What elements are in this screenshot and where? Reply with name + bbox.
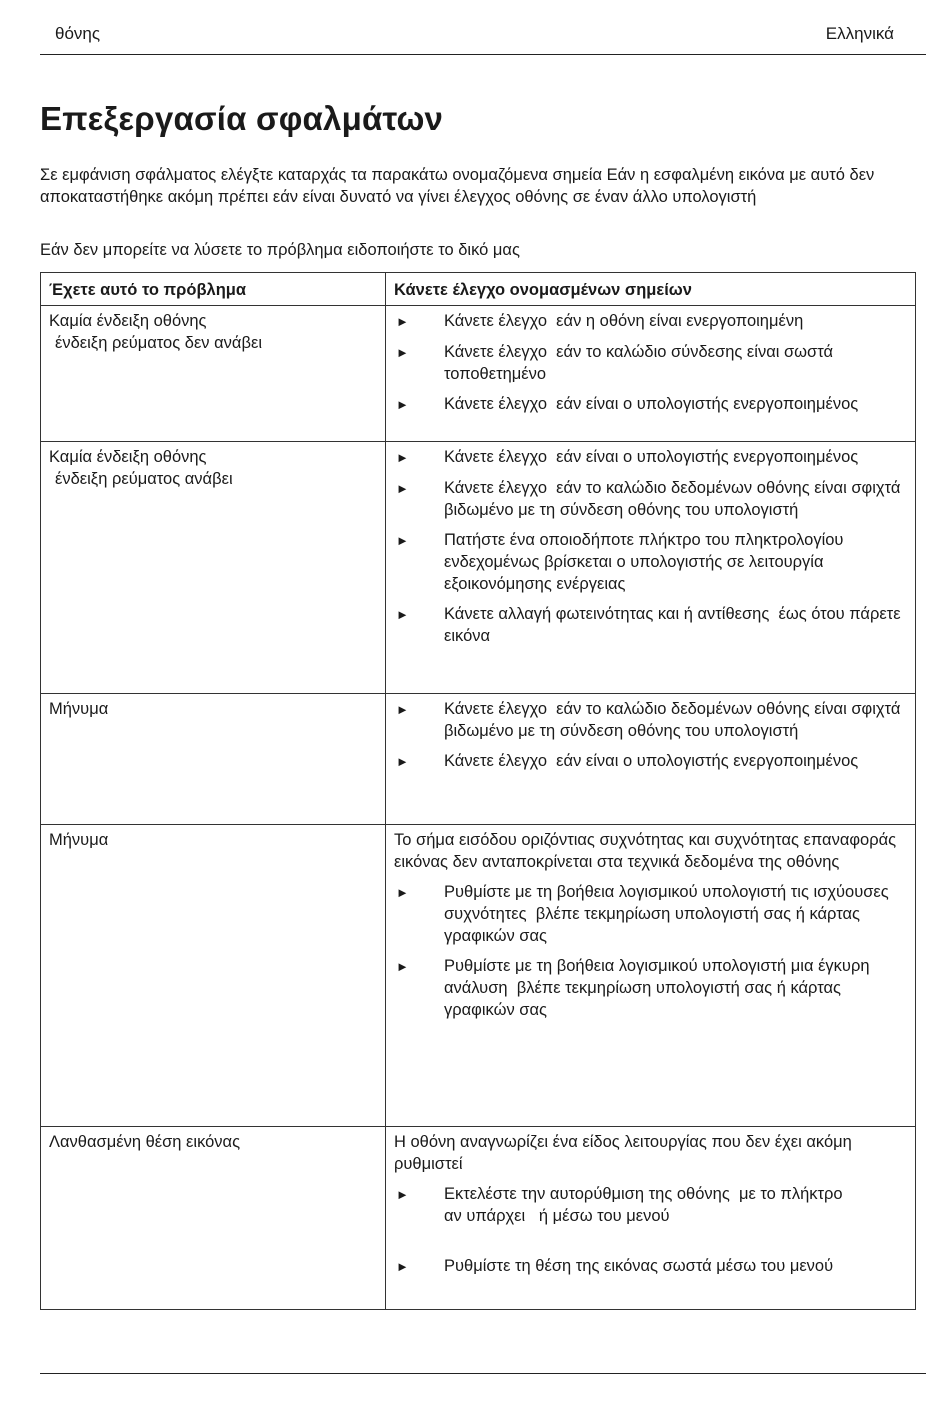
- arrow-bullet-icon: ►: [396, 481, 409, 496]
- check-item: [394, 698, 907, 742]
- arrow-bullet-icon: ►: [396, 702, 409, 717]
- problem-text: ένδειξη ρεύματος ανάβει: [55, 470, 233, 488]
- arrow-bullet-icon: ►: [396, 1259, 409, 1274]
- problem-cell: [41, 1127, 386, 1310]
- checks-cell: [386, 1127, 916, 1310]
- problem-text: Καμία ένδειξη οθόνης: [49, 448, 207, 466]
- column-header-checks: Κάνετε έλεγχο ονομασμένων σημείων: [386, 273, 916, 306]
- problem-text: Λανθασμένη θέση εικόνας: [49, 1133, 241, 1151]
- arrow-bullet-icon: ►: [396, 885, 409, 900]
- checks-cell: [386, 442, 916, 694]
- check-text: Ρυθμίστε με τη βοήθεια λογισμικού υπολογιστή τις ισχύουσες συχνότητες βλέπε τεκμηρίωση υπολογιστή σας ή κάρτας γραφικών σας: [444, 883, 894, 945]
- check-text: Πατήστε ένα οποιοδήποτε πλήκτρο του πληκτρολογίου ενδεχομένως βρίσκεται ο υπολογιστής σε λειτουργία εξοικονόμησης ενέργειας: [444, 531, 858, 593]
- page-footer-rule: [40, 1373, 926, 1374]
- problem-text: ένδειξη ρεύματος δεν ανάβει: [55, 334, 262, 352]
- header-language-label: Ελληνικά: [825, 24, 894, 43]
- arrow-bullet-icon: ►: [396, 450, 409, 465]
- arrow-bullet-icon: ►: [396, 1187, 409, 1202]
- table-row: [41, 1127, 916, 1310]
- check-item: [394, 477, 907, 521]
- intro-paragraph: Σε εμφάνιση σφάλματος ελέγξτε καταρχάς τα παρακάτω ονομαζόμενα σημεία Εάν η εσφαλμένη εικόνα με αυτό δεν αποκαταστήθηκε ακόμη πρέπει εάν είναι δυνατό να γίνει έλεγχος οθόνης σε έναν άλλο υπολογιστή: [40, 166, 875, 206]
- check-text: Κάνετε έλεγχο εάν είναι ο υπολογιστής ενεργοποιημένος: [444, 395, 859, 413]
- check-item: [394, 955, 907, 1021]
- check-item: [394, 446, 907, 469]
- check-item: [394, 529, 907, 595]
- problem-cell: [41, 442, 386, 694]
- check-text: Κάνετε έλεγχο εάν το καλώδιο σύνδεσης είναι σωστά τοποθετημένο: [444, 343, 838, 383]
- check-text: Ρυθμίστε τη θέση της εικόνας σωστά μέσω του μενού: [444, 1257, 834, 1275]
- problem-cell: [41, 825, 386, 1127]
- check-text: Κάνετε έλεγχο εάν το καλώδιο δεδομένων οθόνης είναι σφιχτά βιδωμένο με τη σύνδεση οθόνης του υπολογιστή: [444, 479, 905, 519]
- table-row: [41, 825, 916, 1127]
- check-item: [394, 310, 907, 333]
- check-text: Ρυθμίστε με τη βοήθεια λογισμικού υπολογιστή μια έγκυρη ανάλυση βλέπε τεκμηρίωση υπολογιστή σας ή κάρτας γραφικών σας: [444, 957, 875, 1019]
- checks-cell: [386, 694, 916, 825]
- problem-description: Το σήμα εισόδου οριζόντιας συχνότητας και συχνότητας επαναφοράς εικόνας δεν ανταποκρίνεται στα τεχνικά δεδομένα της οθόνης: [394, 831, 897, 871]
- check-item: [394, 1255, 907, 1278]
- arrow-bullet-icon: ►: [396, 533, 409, 548]
- problem-text: Καμία ένδειξη οθόνης: [49, 312, 207, 330]
- check-item: [394, 750, 907, 773]
- check-item: [394, 341, 907, 385]
- check-text: Κάνετε έλεγχο εάν είναι ο υπολογιστής ενεργοποιημένος: [444, 752, 859, 770]
- checks-cell: [386, 306, 916, 442]
- problem-cell: [41, 306, 386, 442]
- table-body: [41, 306, 916, 1310]
- check-item: [394, 1183, 912, 1227]
- check-item: [394, 393, 907, 416]
- check-text: Κάνετε έλεγχο εάν είναι ο υπολογιστής ενεργοποιημένος: [444, 448, 859, 466]
- problem-text: Μήνυμα: [49, 700, 109, 718]
- arrow-bullet-icon: ►: [396, 314, 409, 329]
- table-row: [41, 442, 916, 694]
- table-row: [41, 306, 916, 442]
- problem-text: Μήνυμα: [49, 831, 109, 849]
- table-header-row: [41, 273, 916, 306]
- arrow-bullet-icon: ►: [396, 607, 409, 622]
- arrow-bullet-icon: ►: [396, 345, 409, 360]
- check-text: Κάνετε αλλαγή φωτεινότητας και ή αντίθεσης έως ότου πάρετε εικόνα: [444, 605, 906, 645]
- table-row: [41, 694, 916, 825]
- check-text: Εκτελέστε την αυτορύθμιση της οθόνης με το πλήκτρο αν υπάρχει ή μέσω του μενού: [444, 1185, 912, 1225]
- column-header-problem: Έχετε αυτό το πρόβλημα: [41, 273, 386, 306]
- contact-paragraph: Εάν δεν μπορείτε να λύσετε το πρόβλημα ειδοποιήστε το δικό μας: [40, 241, 520, 259]
- check-text: Κάνετε έλεγχο εάν το καλώδιο δεδομένων οθόνης είναι σφιχτά βιδωμένο με τη σύνδεση οθόνης του υπολογιστή: [444, 700, 905, 740]
- troubleshooting-table: [40, 272, 916, 1310]
- problem-cell: [41, 694, 386, 825]
- check-text: Κάνετε έλεγχο εάν η οθόνη είναι ενεργοποιημένη: [444, 312, 804, 330]
- arrow-bullet-icon: ►: [396, 754, 409, 769]
- problem-description: Η οθόνη αναγνωρίζει ένα είδος λειτουργίας που δεν έχει ακόμη ρυθμιστεί: [394, 1133, 852, 1173]
- check-item: [394, 603, 907, 647]
- arrow-bullet-icon: ►: [396, 397, 409, 412]
- page-header: [40, 22, 926, 55]
- arrow-bullet-icon: ►: [396, 959, 409, 974]
- page-title: Επεξεργασία σφαλμάτων: [40, 100, 444, 137]
- header-section-label: θόνης: [55, 24, 101, 43]
- check-item: [394, 881, 907, 947]
- checks-cell: [386, 825, 916, 1127]
